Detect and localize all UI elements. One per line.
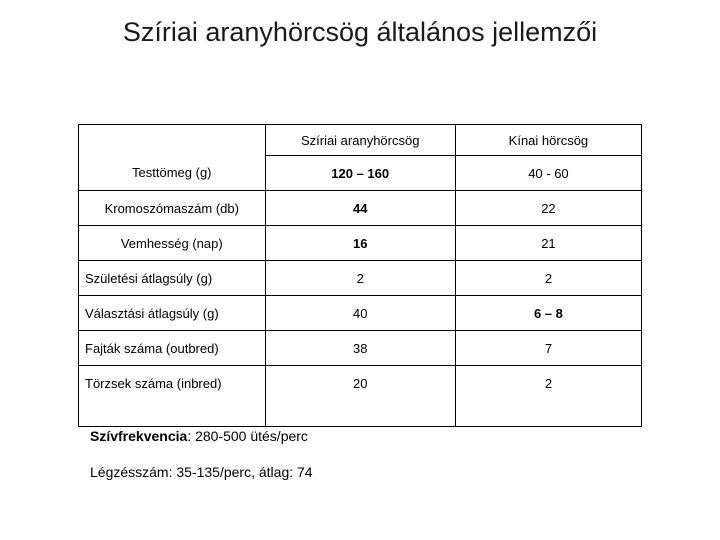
chinese-value: 2 bbox=[455, 366, 641, 427]
table-row bbox=[79, 226, 642, 261]
row-label: Választási átlagsúly (g) bbox=[79, 296, 266, 331]
table-row bbox=[79, 156, 642, 191]
syrian-value: 40 bbox=[265, 296, 455, 331]
syrian-value: 38 bbox=[265, 331, 455, 366]
row-label: Születési átlagsúly (g) bbox=[79, 261, 266, 296]
table-row bbox=[79, 191, 642, 226]
table-row bbox=[79, 366, 642, 427]
row-label: Törzsek száma (inbred) bbox=[79, 366, 266, 427]
table-row bbox=[79, 296, 642, 331]
syrian-value: 16 bbox=[265, 226, 455, 261]
chinese-value: 22 bbox=[455, 191, 641, 226]
chinese-value: 2 bbox=[455, 261, 641, 296]
syrian-value: 20 bbox=[265, 366, 455, 427]
syrian-value: 2 bbox=[265, 261, 455, 296]
header-empty-cell bbox=[79, 125, 266, 156]
header-syrian: Szíriai aranyhörcsög bbox=[265, 125, 455, 156]
row-label: Kromoszómaszám (db) bbox=[79, 191, 266, 226]
comparison-table bbox=[78, 124, 642, 427]
chinese-value: 40 - 60 bbox=[455, 156, 641, 191]
chinese-value: 7 bbox=[455, 331, 641, 366]
page-title: Szíriai aranyhörcsög általános jellemzői bbox=[122, 17, 598, 47]
row-label: Testtömeg (g) bbox=[79, 156, 266, 191]
header-chinese: Kínai hörcsög bbox=[455, 125, 641, 156]
syrian-value: 44 bbox=[265, 191, 455, 226]
heart-rate-label: Szívfrekvencia bbox=[90, 428, 188, 444]
chinese-value: 21 bbox=[455, 226, 641, 261]
notes-section bbox=[90, 426, 313, 498]
syrian-value: 120 – 160 bbox=[265, 156, 455, 191]
chinese-value: 6 – 8 bbox=[455, 296, 641, 331]
row-label: Fajták száma (outbred) bbox=[79, 331, 266, 366]
heart-rate-note bbox=[90, 426, 313, 446]
table-row bbox=[79, 261, 642, 296]
heart-rate-value: : 280-500 ütés/perc bbox=[187, 428, 308, 444]
respiration-note: Légzésszám: 35-135/perc, átlag: 74 bbox=[90, 464, 313, 480]
table-row bbox=[79, 331, 642, 366]
row-label: Vemhesség (nap) bbox=[79, 226, 266, 261]
table-header-row bbox=[79, 125, 642, 156]
